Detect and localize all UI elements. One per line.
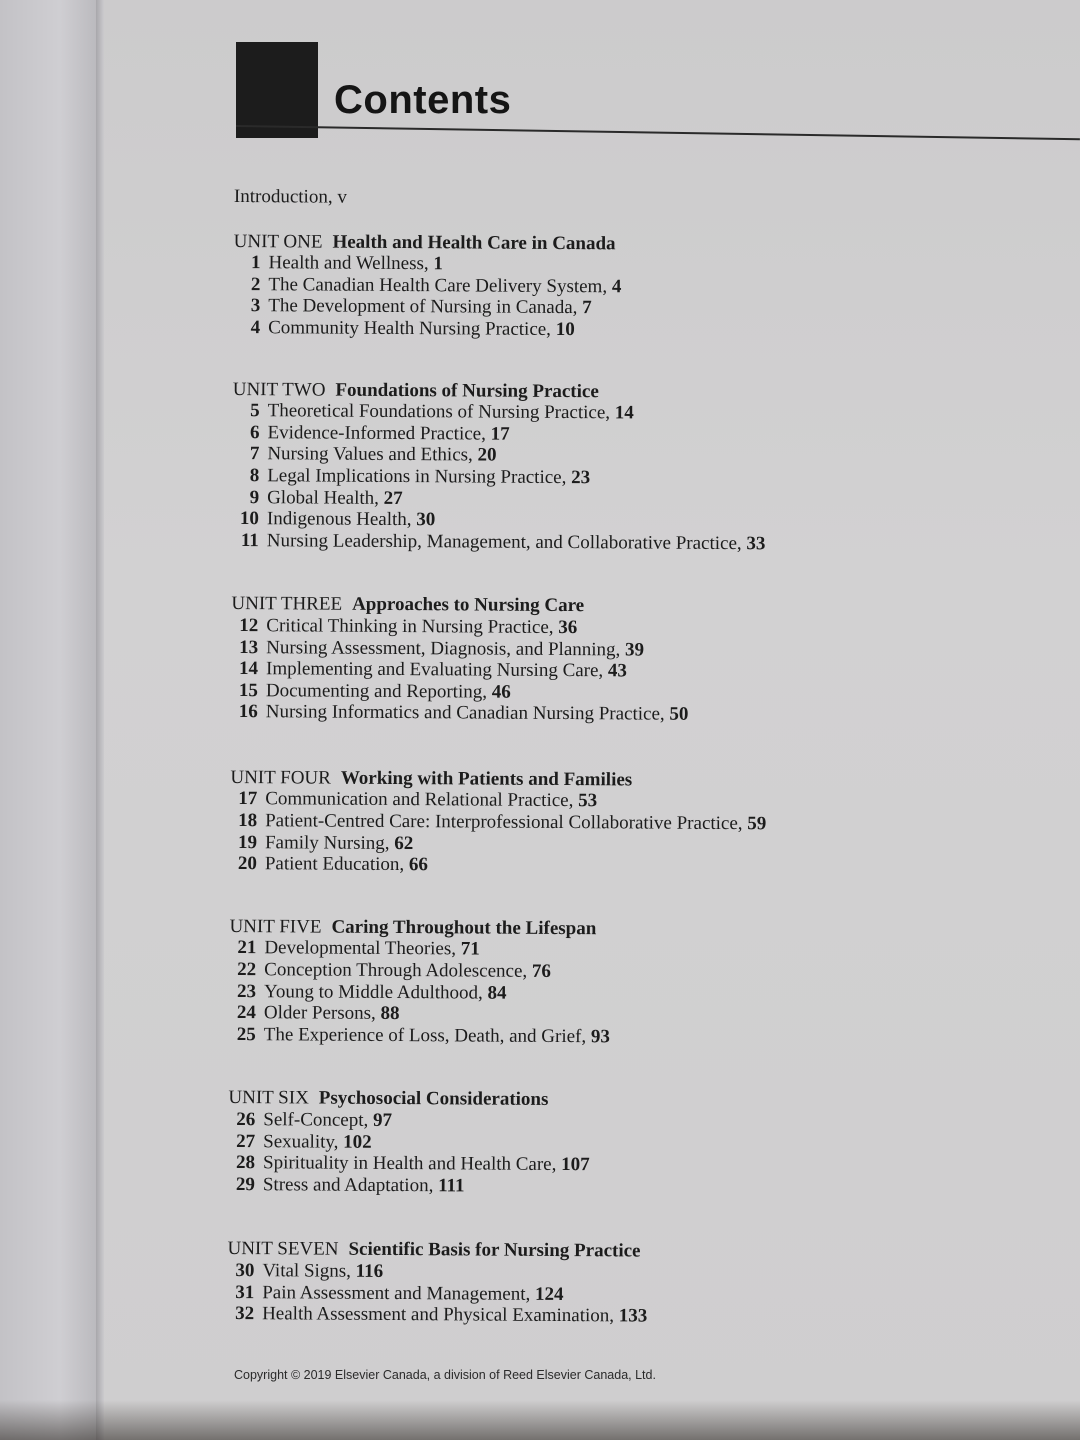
chapter-number: 17 [238, 788, 258, 810]
introduction-entry: Introduction, v [233, 186, 347, 208]
chapter-number: 12 [239, 614, 259, 637]
chapter-page-number: 111 [438, 1175, 465, 1197]
unit-section [228, 1087, 829, 1199]
chapter-number: 11 [240, 529, 259, 551]
chapter-title: Developmental Theories, [264, 937, 457, 960]
chapter-title: Documenting and Reporting, [265, 679, 488, 703]
chapter-title: Communication and Relational Practice, [265, 788, 574, 812]
chapter-page-number: 66 [408, 854, 428, 876]
chapter-number: 9 [249, 486, 260, 508]
chapter-title: Evidence-Informed Practice, [267, 421, 486, 445]
chapter-entry [231, 615, 831, 640]
chapter-page-number: 20 [477, 444, 497, 466]
chapter-page-number: 4 [611, 276, 622, 298]
unit-section [232, 379, 833, 555]
chapter-number: 6 [249, 421, 260, 443]
unit-label: UNIT FIVE [229, 915, 322, 938]
chapter-page-number: 23 [571, 467, 591, 489]
chapter-entry [229, 959, 829, 984]
unit-title: Working with Patients and Families [340, 767, 633, 791]
chapter-page-number: 14 [614, 402, 634, 424]
chapter-number: 15 [238, 679, 258, 701]
unit-label: UNIT TWO [232, 378, 326, 401]
table-of-contents [227, 186, 834, 1328]
chapter-entry [230, 853, 830, 878]
chapter-entry [228, 1109, 828, 1134]
chapter-title: Conception Through Adolescence, [264, 959, 528, 982]
chapter-title: Patient-Centred Care: Interprofessional Collaborative Practice, [265, 810, 743, 835]
chapter-title: Patient Education, [264, 853, 405, 876]
chapter-entry [229, 1024, 829, 1049]
chapter-entry [232, 465, 832, 490]
chapter-page-number: 88 [380, 1003, 400, 1025]
chapter-number: 7 [249, 443, 260, 465]
chapter-title: Global Health, [267, 486, 380, 509]
unit-label: UNIT ONE [233, 230, 323, 253]
unit-title: Psychosocial Considerations [318, 1087, 549, 1111]
chapter-page-number: 116 [355, 1260, 384, 1282]
chapter-entry [232, 530, 832, 555]
chapter-tab-block [236, 42, 318, 138]
chapter-page-number: 124 [535, 1283, 564, 1305]
chapter-page-number: 107 [561, 1154, 590, 1176]
chapter-page-number: 53 [578, 790, 598, 812]
chapter-number: 30 [235, 1259, 255, 1282]
unit-section [231, 593, 832, 726]
chapter-page-number: 76 [531, 960, 551, 982]
chapter-title: Nursing Assessment, Diagnosis, and Planning, [266, 636, 621, 660]
chapter-number: 25 [236, 1023, 256, 1045]
chapter-title: Community Health Nursing Practice, [268, 317, 552, 340]
chapter-title: Legal Implications in Nursing Practice, [267, 465, 567, 488]
chapter-number: 31 [235, 1281, 255, 1303]
chapter-title: Pain Assessment and Management, [262, 1281, 531, 1305]
chapter-number: 28 [235, 1152, 256, 1174]
chapter-page-number: 97 [372, 1109, 393, 1131]
chapter-title: Spirituality in Health and Health Care, [262, 1152, 557, 1176]
chapter-number: 14 [238, 658, 259, 680]
chapter-number: 2 [250, 273, 261, 295]
chapter-page-number: 10 [555, 318, 575, 341]
chapter-page-number: 71 [460, 938, 480, 960]
chapter-page-number: 30 [416, 509, 436, 531]
chapter-number: 13 [239, 636, 259, 658]
chapter-page-number: 59 [747, 813, 767, 835]
unit-section [229, 916, 830, 1049]
unit-section [233, 231, 834, 343]
chapter-number: 8 [249, 465, 260, 487]
chapter-title: The Experience of Loss, Death, and Grief, [263, 1024, 587, 1047]
chapter-number: 27 [236, 1130, 256, 1152]
chapter-page-number: 46 [491, 681, 511, 703]
chapter-number: 29 [235, 1173, 255, 1195]
chapter-entry [228, 1174, 828, 1199]
unit-section [227, 1238, 828, 1328]
chapter-number: 1 [250, 252, 261, 274]
chapter-page-number: 33 [746, 532, 766, 554]
chapter-number: 5 [250, 400, 260, 422]
chapter-page-number: 1 [433, 253, 443, 275]
chapter-title: Nursing Values and Ethics, [267, 443, 473, 466]
chapter-title: Indigenous Health, [266, 508, 412, 531]
chapter-page-number: 62 [394, 832, 414, 854]
unit-title: Health and Health Care in Canada [332, 231, 616, 254]
unit-label: UNIT THREE [231, 593, 343, 615]
chapter-title: The Canadian Health Care Delivery System, [268, 273, 608, 298]
chapter-page-number: 93 [590, 1026, 610, 1048]
chapter-page-number: 133 [618, 1305, 648, 1327]
chapter-title: The Development of Nursing in Canada, [268, 295, 578, 319]
page-shadow [0, 1400, 1080, 1440]
chapter-number: 4 [250, 317, 261, 339]
chapter-title: Health Assessment and Physical Examination, [262, 1303, 615, 1327]
unit-label: UNIT SIX [228, 1087, 309, 1109]
chapter-number: 21 [237, 937, 257, 959]
chapter-title: Stress and Adaptation, [262, 1173, 434, 1197]
chapter-page-number: 27 [383, 487, 403, 509]
chapter-number: 3 [250, 295, 261, 317]
chapter-title: Theoretical Foundations of Nursing Practice, [267, 400, 611, 424]
chapter-entry [227, 1303, 827, 1328]
chapter-title: Implementing and Evaluating Nursing Care, [265, 658, 604, 682]
chapter-title: Older Persons, [263, 1002, 376, 1025]
chapter-number: 24 [236, 1002, 257, 1024]
chapter-number: 26 [236, 1109, 256, 1131]
chapter-number: 16 [238, 701, 258, 723]
chapter-page-number: 50 [669, 703, 689, 726]
unit-title: Scientific Basis for Nursing Practice [348, 1239, 641, 1262]
chapter-title: Nursing Informatics and Canadian Nursing Practice, [265, 701, 665, 725]
chapter-title: Young to Middle Adulthood, [264, 980, 483, 1004]
chapter-number: 23 [237, 980, 257, 1002]
chapter-title: Vital Signs, [262, 1260, 352, 1282]
chapter-entry [231, 701, 831, 726]
chapter-page-number: 17 [490, 423, 510, 445]
chapter-number: 19 [237, 831, 258, 853]
unit-title: Caring Throughout the Lifespan [331, 916, 597, 940]
chapter-page-number: 36 [558, 616, 578, 639]
chapter-title: Self-Concept, [263, 1109, 369, 1131]
chapter-title: Family Nursing, [264, 831, 390, 854]
chapter-number: 10 [239, 508, 260, 530]
chapter-page-number: 39 [625, 638, 645, 661]
page-title: Contents [334, 78, 512, 122]
chapter-page-number: 7 [582, 297, 592, 319]
chapter-entry [230, 810, 830, 835]
chapter-entry [227, 1260, 827, 1285]
unit-title: Foundations of Nursing Practice [335, 379, 599, 402]
chapter-number: 32 [235, 1303, 255, 1325]
chapter-number: 20 [237, 853, 257, 875]
unit-label: UNIT FOUR [230, 766, 331, 789]
chapter-title: Health and Wellness, [268, 252, 429, 275]
chapter-title: Nursing Leadership, Management, and Collaborative Practice, [266, 529, 742, 554]
chapter-page-number: 84 [487, 982, 507, 1004]
chapter-number: 22 [237, 959, 257, 981]
chapter-page-number: 43 [607, 660, 628, 682]
unit-section [230, 767, 831, 879]
unit-title: Approaches to Nursing Care [352, 594, 585, 617]
chapter-entry [233, 317, 833, 342]
copyright-notice: Copyright © 2019 Elsevier Canada, a division of Reed Elsevier Canada, Ltd. [234, 1368, 656, 1382]
chapter-page-number: 102 [343, 1131, 372, 1153]
chapter-number: 18 [238, 810, 258, 832]
chapter-title: Critical Thinking in Nursing Practice, [266, 615, 554, 638]
facing-page [0, 0, 100, 1440]
chapter-title: Sexuality, [263, 1130, 339, 1153]
unit-label: UNIT SEVEN [227, 1238, 339, 1261]
